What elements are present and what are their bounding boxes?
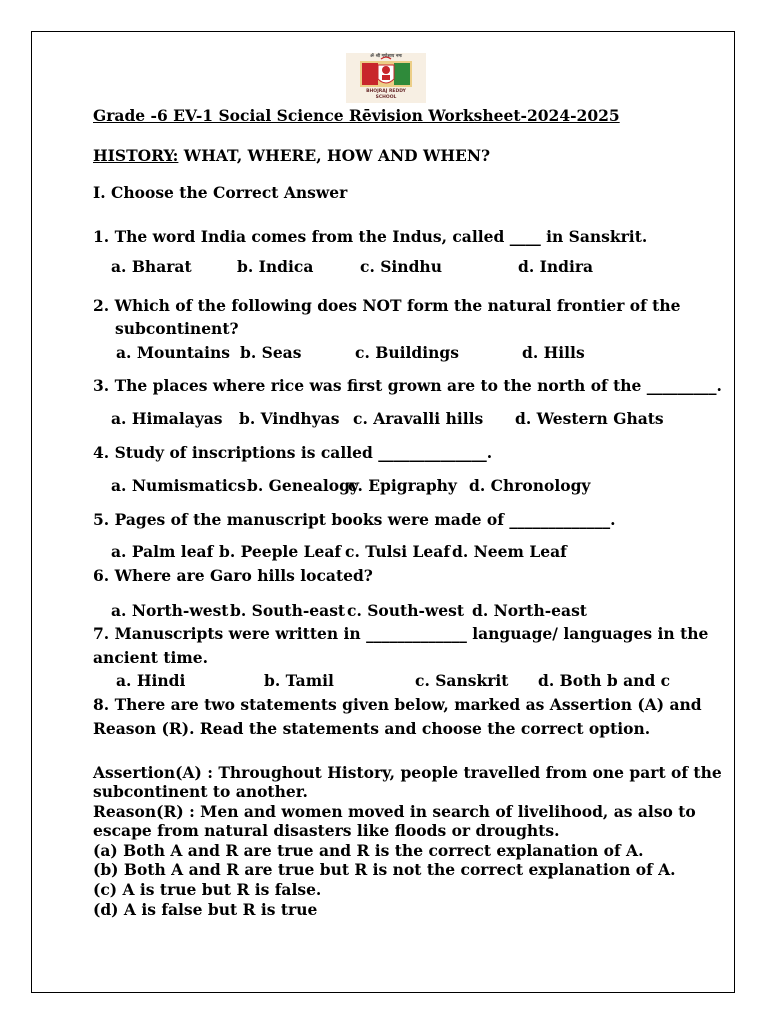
q2-option-b: b. Seas	[240, 343, 302, 362]
question-4: 4. Study of inscriptions is called ______________.	[93, 443, 493, 462]
question-8-cont: Reason (R). Read the statements and choose the correct option.	[93, 719, 651, 738]
section-heading	[93, 148, 490, 164]
q6-option-a: a. North-west	[111, 601, 229, 620]
part-heading: I. Choose the Correct Answer	[93, 183, 348, 202]
q7-option-d: d. Both b and c	[538, 671, 671, 690]
question-8: 8. There are two statements given below, marked as Assertion (A) and	[93, 695, 702, 714]
question-1: 1. The word India comes from the Indus, called ____ in Sanskrit.	[93, 227, 648, 246]
question-7-cont: ancient time.	[93, 648, 209, 667]
q1-option-d: d. Indira	[518, 257, 594, 276]
q7-option-b: b. Tamil	[264, 671, 334, 690]
q4-option-b: b. Genealogy	[247, 476, 359, 495]
q6-option-b: b. South-east	[230, 601, 346, 620]
reason-line-1: Reason(R) : Men and women moved in search of livelihood, as also to	[93, 802, 696, 821]
question-2-cont: subcontinent?	[115, 319, 239, 338]
question-2: 2. Which of the following does NOT form the natural frontier of the	[93, 296, 681, 315]
q6-option-c: c. South-west	[347, 601, 464, 620]
logo-motto: ॐ श्री गणेशाय नमः	[370, 54, 402, 59]
choice-d: (d) A is false but R is true	[93, 900, 318, 919]
q2-option-d: d. Hills	[522, 343, 585, 362]
choice-c: (c) A is true but R is false.	[93, 880, 322, 899]
q7-option-c: c. Sanskrit	[415, 671, 509, 690]
q1-option-c: c. Sindhu	[360, 257, 442, 276]
q2-option-a: a. Mountains	[116, 343, 230, 362]
assertion-line-1: Assertion(A) : Throughout History, people travelled from one part of the	[93, 763, 722, 782]
q3-option-b: b. Vindhyas	[239, 409, 340, 428]
question-7: 7. Manuscripts were written in _____________ language/ languages in the	[93, 624, 709, 643]
choice-b: (b) Both A and R are true but R is not the correct explanation of A.	[93, 860, 676, 879]
q2-option-c: c. Buildings	[355, 343, 459, 362]
question-5: 5. Pages of the manuscript books were made of _____________.	[93, 510, 616, 529]
school-logo	[346, 53, 426, 103]
q6-option-d: d. North-east	[472, 601, 587, 620]
assertion-line-2: subcontinent to another.	[93, 782, 308, 801]
q3-option-c: c. Aravalli hills	[353, 409, 484, 428]
q4-option-a: a. Numismatics	[111, 476, 246, 495]
reason-line-2: escape from natural disasters like floods or droughts.	[93, 821, 560, 840]
section-title: WHAT, WHERE, HOW AND WHEN?	[178, 146, 491, 165]
q1-option-a: a. Bharat	[111, 257, 192, 276]
section-label: HISTORY:	[93, 146, 179, 165]
q3-option-d: d. Western Ghats	[515, 409, 664, 428]
q5-option-b: b. Peeple Leaf	[219, 542, 342, 561]
logo-name-line2: SCHOOL	[375, 95, 397, 100]
q1-option-b: b. Indica	[237, 257, 314, 276]
q5-option-d: d. Neem Leaf	[452, 542, 567, 561]
q3-option-a: a. Himalayas	[111, 409, 223, 428]
q5-option-c: c. Tulsi Leaf	[345, 542, 450, 561]
question-3: 3. The places where rice was first grown are to the north of the _________.	[93, 376, 722, 395]
logo-name-line1: BHOJRAJ REDDY	[366, 89, 406, 94]
q5-option-a: a. Palm leaf	[111, 542, 214, 561]
choice-a: (a) Both A and R are true and R is the correct explanation of A.	[93, 841, 644, 860]
worksheet-title: Grade -6 EV-1 Social Science Rēvision Worksheet-2024-2025	[93, 106, 620, 125]
q4-option-c: c. Epigraphy	[348, 476, 457, 495]
question-6: 6. Where are Garo hills located?	[93, 566, 373, 585]
q7-option-a: a. Hindi	[116, 671, 186, 690]
q4-option-d: d. Chronology	[469, 476, 591, 495]
